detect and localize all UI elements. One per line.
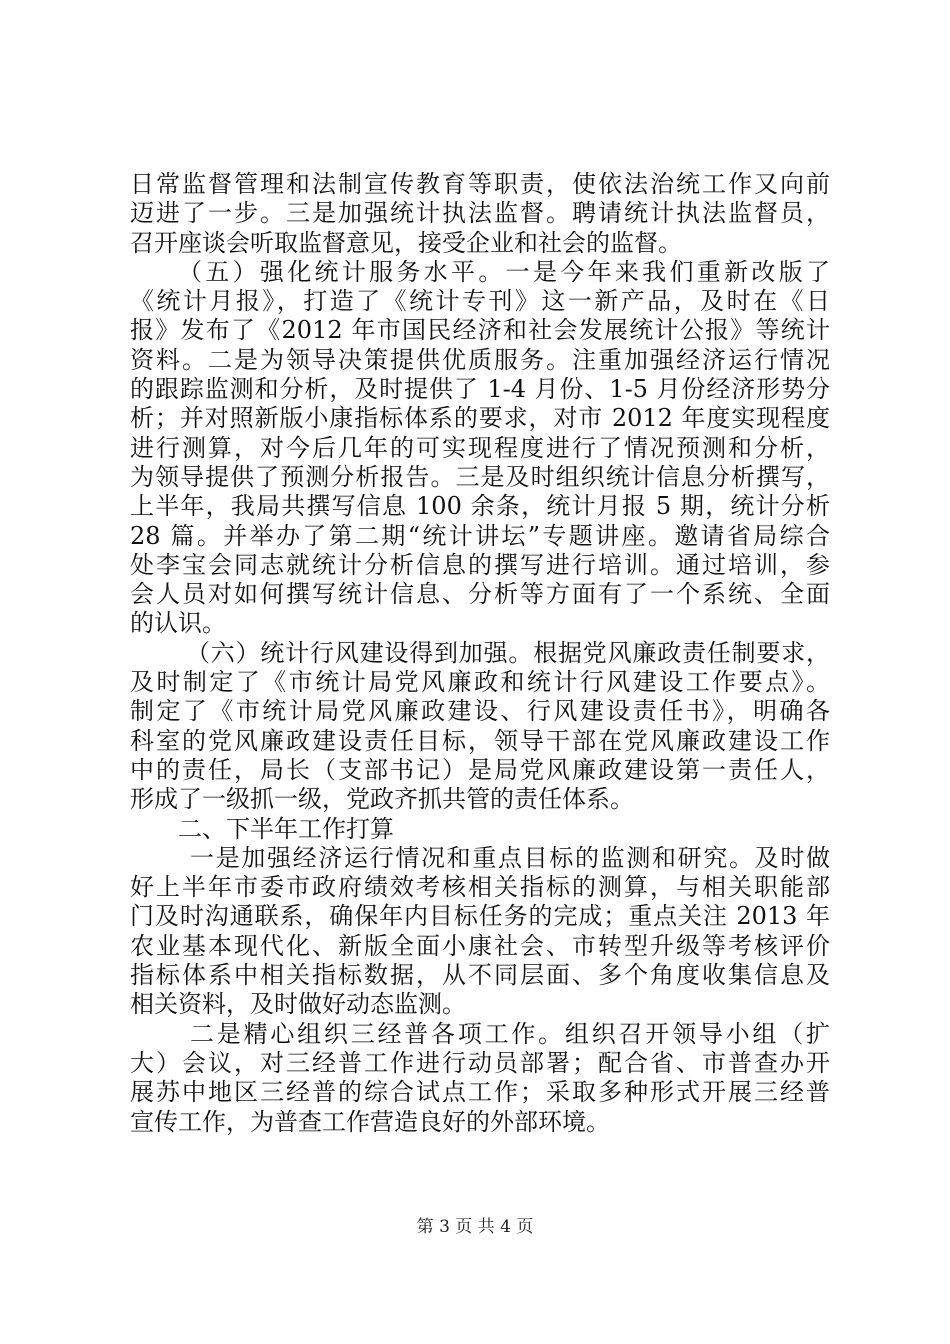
text-line: 28 篇。并举办了第二期“统计讲坛”专题讲座。邀请省局综合 xyxy=(130,521,830,550)
text-line: 上半年，我局共撰写信息 100 余条，统计月报 5 期，统计分析 xyxy=(130,492,830,521)
text-line: 的跟踪监测和分析，及时提供了 1-4 月份、1-5 月份经济形势分 xyxy=(130,375,830,404)
text-line: 农业基本现代化、新版全面小康社会、市转型升级等考核评价 xyxy=(130,931,830,960)
text-line: 及时制定了《市统计局党风廉政和统计行风建设工作要点》。 xyxy=(130,668,830,697)
text-line: 宣传工作，为普查工作营造良好的外部环境。 xyxy=(130,1107,610,1136)
text-line: 日常监督管理和法制宣传教育等职责，使依法治统工作又向前 xyxy=(130,170,830,198)
text-line: 析；并对照新版小康指标体系的要求，对市 2012 年度实现程度 xyxy=(130,404,830,433)
text-line: 迈进了一步。三是加强统计执法监督。聘请统计执法监督员， xyxy=(130,199,830,228)
text-line: 相关资料，及时做好动态监测。 xyxy=(130,990,466,1019)
text-line: 一是加强经济运行情况和重点目标的监测和研究。及时做 xyxy=(190,843,830,872)
text-line: 制定了《市统计局党风廉政建设、行风建设责任书》，明确各 xyxy=(130,697,830,726)
text-line: 展苏中地区三经普的综合试点工作；采取多种形式开展三经普 xyxy=(130,1078,830,1107)
text-line: 指标体系中相关指标数据，从不同层面、多个角度收集信息及 xyxy=(130,961,830,990)
text-line: 《统计月报》，打造了《统计专刊》这一新产品，及时在《日 xyxy=(130,287,830,316)
text-line: 好上半年市委市政府绩效考核相关指标的测算，与相关职能部 xyxy=(130,873,830,902)
text-line: 为领导提供了预测分析报告。三是及时组织统计信息分析撰写， xyxy=(130,462,830,491)
text-line: 资料。二是为领导决策提供优质服务。注重加强经济运行情况 xyxy=(130,345,830,374)
section-heading-line: （六）统计行风建设得到加强。根据党风廉政责任制要求， xyxy=(186,638,830,667)
text-line: 会人员对如何撰写统计信息、分析等方面有了一个系统、全面 xyxy=(130,580,830,609)
text-line: 中的责任，局长（支部书记）是局党风廉政建设第一责任人， xyxy=(130,755,830,784)
document-body xyxy=(130,170,830,1137)
text-line: 的认识。 xyxy=(130,609,226,638)
section-heading: 二、下半年工作打算 xyxy=(178,814,394,843)
text-line: 二是精心组织三经普各项工作。组织召开领导小组（扩 xyxy=(190,1019,830,1048)
page-number-footer: 第 3 页 共 4 页 xyxy=(416,1217,534,1237)
section-heading-line: （五）强化统计服务水平。一是今年来我们重新改版了 xyxy=(178,257,830,286)
text-line: 报》发布了《2012 年市国民经济和社会发展统计公报》等统计 xyxy=(130,316,830,345)
text-line: 召开座谈会听取监督意见，接受企业和社会的监督。 xyxy=(130,228,682,257)
text-line: 门及时沟通联系，确保年内目标任务的完成；重点关注 2013 年 xyxy=(130,902,830,931)
text-line: 形成了一级抓一级，党政齐抓共管的责任体系。 xyxy=(130,785,634,814)
text-line: 进行测算，对今后几年的可实现程度进行了情况预测和分析， xyxy=(130,433,830,462)
text-line: 大）会议，对三经普工作进行动员部署；配合省、市普查办开 xyxy=(130,1048,830,1077)
text-line: 科室的党风廉政建设责任目标，领导干部在党风廉政建设工作 xyxy=(130,726,830,755)
text-line: 处李宝会同志就统计分析信息的撰写进行培训。通过培训，参 xyxy=(130,550,830,579)
